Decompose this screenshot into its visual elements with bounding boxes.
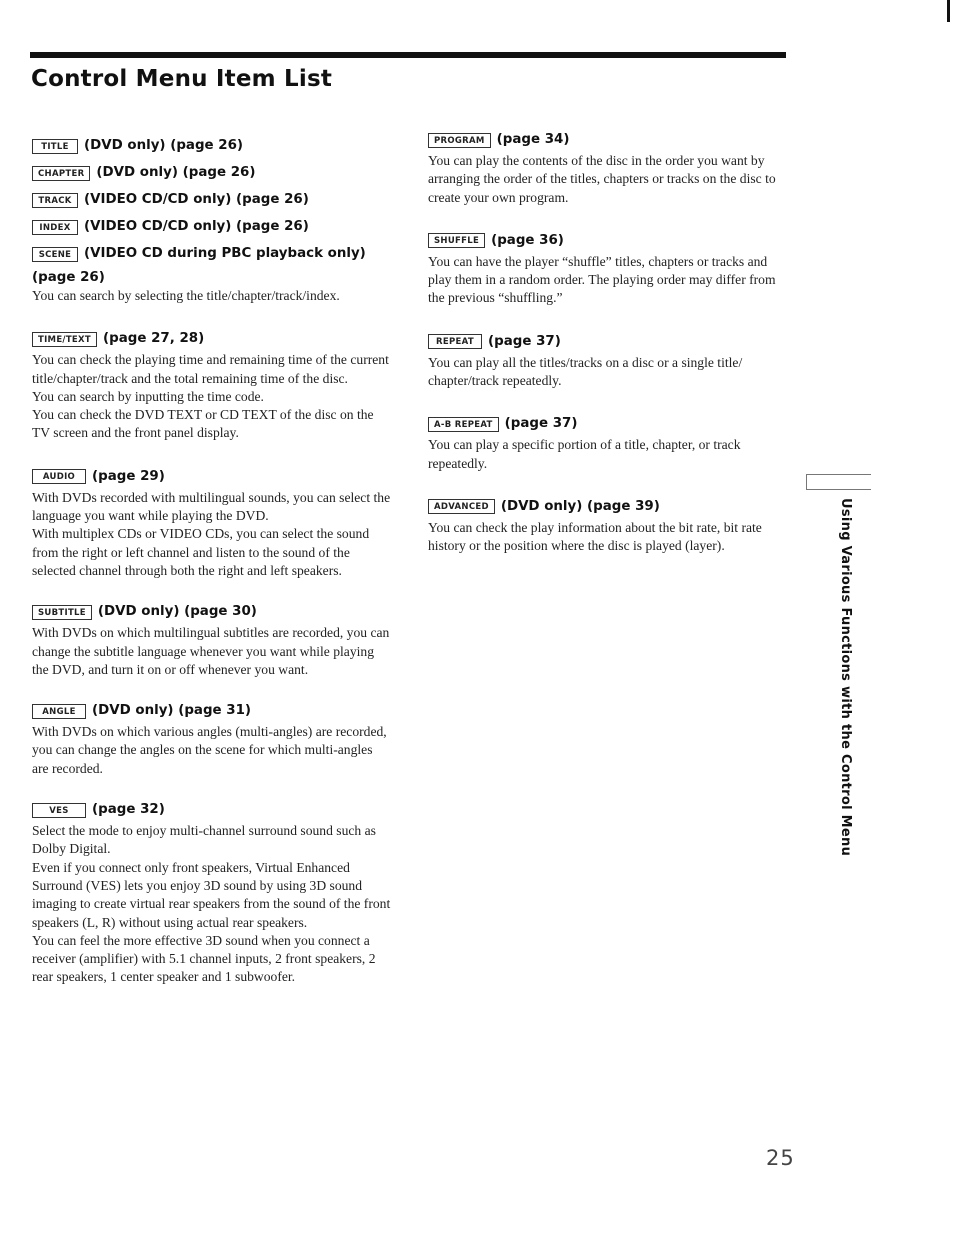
- entry-heading: (page 29): [92, 468, 165, 484]
- entry-shuffle: [428, 231, 790, 308]
- entry-audio: [32, 467, 392, 580]
- entry-heading: (page 37): [488, 333, 561, 349]
- entry-heading: (DVD only) (page 30): [97, 604, 257, 620]
- entry-time-text: [32, 329, 392, 442]
- search-item-chapter: [32, 163, 392, 183]
- search-description: You can search by selecting the title/chapter/track/index.: [32, 288, 340, 303]
- search-item-track: [32, 190, 392, 210]
- page-number: 25: [766, 1146, 795, 1170]
- entry-heading: (page 27, 28): [103, 331, 205, 347]
- entry-heading: (page 36): [491, 232, 564, 248]
- icon-title: TITLE: [32, 139, 78, 154]
- search-item-text: (DVD only) (page 26): [84, 138, 244, 153]
- search-item-text: (DVD only) (page 26): [96, 165, 256, 180]
- entry-body: With DVDs on which various angles (multi-angles) are recorded, you can change the angles on the scene for which multi-angles are recorded.: [32, 724, 387, 776]
- icon-time-text: TIME/TEXT: [32, 332, 97, 347]
- entry-subtitle: [32, 602, 392, 679]
- search-item-text: (VIDEO CD/CD only) (page 26): [84, 192, 309, 207]
- entry-body: You can play a specific portion of a title, chapter, or track repeatedly.: [428, 437, 741, 471]
- right-column: [428, 130, 790, 556]
- icon-program: PROGRAM: [428, 133, 491, 148]
- search-item-scene: [32, 244, 392, 264]
- icon-index: INDEX: [32, 220, 78, 235]
- entry-repeat: [428, 332, 790, 391]
- entry-program: [428, 130, 790, 207]
- icon-advanced: ADVANCED: [428, 499, 495, 514]
- icon-subtitle: SUBTITLE: [32, 605, 92, 620]
- search-items: [32, 136, 392, 305]
- search-item-text: (VIDEO CD/CD only) (page 26): [84, 219, 309, 234]
- entry-body: You can check the play information about the bit rate, bit rate history or the position where the disc is played (layer).: [428, 519, 762, 554]
- edge-mark: [947, 0, 950, 22]
- section-tab-marker: [806, 474, 871, 490]
- icon-repeat: REPEAT: [428, 334, 482, 349]
- entry-body: With DVDs recorded with multilingual sounds, you can select the language you want while playing the DVD. With multiplex CDs or VIDEO CDs, you can select the sound from the right or left channel and listen to the sound of the selected channel through both the right and left speakers.: [32, 489, 391, 578]
- entry-body: You can have the player “shuffle” titles, chapters or tracks and play them in a random order. The playing order may differ from the previous “shuffling.”: [428, 253, 776, 306]
- entry-advanced: [428, 497, 790, 556]
- left-column: [32, 136, 392, 987]
- entry-heading: (page 32): [92, 802, 165, 818]
- icon-chapter: CHAPTER: [32, 166, 90, 181]
- search-item-text: (VIDEO CD during PBC playback only): [84, 246, 366, 261]
- icon-ab-repeat: A-B REPEAT: [428, 417, 499, 432]
- entry-body: You can play the contents of the disc in the order you want by arranging the order of the titles, chapters or tracks on the disc to create your own program.: [428, 153, 776, 205]
- entry-body: Select the mode to enjoy multi-channel surround sound such as Dolby Digital. Even if you connect only front speakers, Virtual Enhanced Surround (VES) lets you enjoy 3D sound by using 3D sound imaging to create virtual rear speakers from the sound of the front speakers (L, R) without using actual rear speakers. You can feel the more effective 3D sound when you connect a receiver (amplifier) with 5.1 channel inputs, 2 front speakers, 2 rear speakers, 1 center speaker and 1 subwoofer.: [32, 823, 391, 985]
- search-item-index: [32, 217, 392, 237]
- entry-angle: [32, 701, 392, 778]
- icon-scene: SCENE: [32, 247, 78, 262]
- entry-body: You can check the playing time and remaining time of the current title/chapter/track and the total remaining time of the disc. You can search by inputting the time code. You can check the DVD TEXT or CD TEXT of the disc on the TV screen and the front panel display.: [32, 352, 389, 441]
- icon-shuffle: SHUFFLE: [428, 233, 485, 248]
- entry-body: With DVDs on which multilingual subtitles are recorded, you can change the subtitle language whenever you want while playing the DVD, and turn it on or off whenever you want.: [32, 625, 390, 677]
- entry-heading: (DVD only) (page 39): [500, 498, 660, 514]
- icon-audio: AUDIO: [32, 469, 86, 484]
- entry-ves: [32, 800, 392, 987]
- icon-angle: ANGLE: [32, 704, 86, 719]
- entry-heading: (DVD only) (page 31): [92, 703, 252, 719]
- search-page-ref: (page 26): [32, 270, 105, 285]
- side-section-label: Using Various Functions with the Control Menu: [838, 498, 853, 857]
- icon-ves: VES: [32, 803, 86, 818]
- entry-body: You can play all the titles/tracks on a disc or a single title/ chapter/track repeatedly.: [428, 354, 743, 389]
- search-item-title: [32, 136, 392, 156]
- entry-heading: (page 34): [496, 132, 570, 147]
- icon-track: TRACK: [32, 193, 78, 208]
- entry-heading: (page 37): [504, 416, 578, 432]
- page-title: Control Menu Item List: [31, 66, 333, 92]
- header-rule: [30, 52, 786, 58]
- entry-ab-repeat: [428, 414, 790, 473]
